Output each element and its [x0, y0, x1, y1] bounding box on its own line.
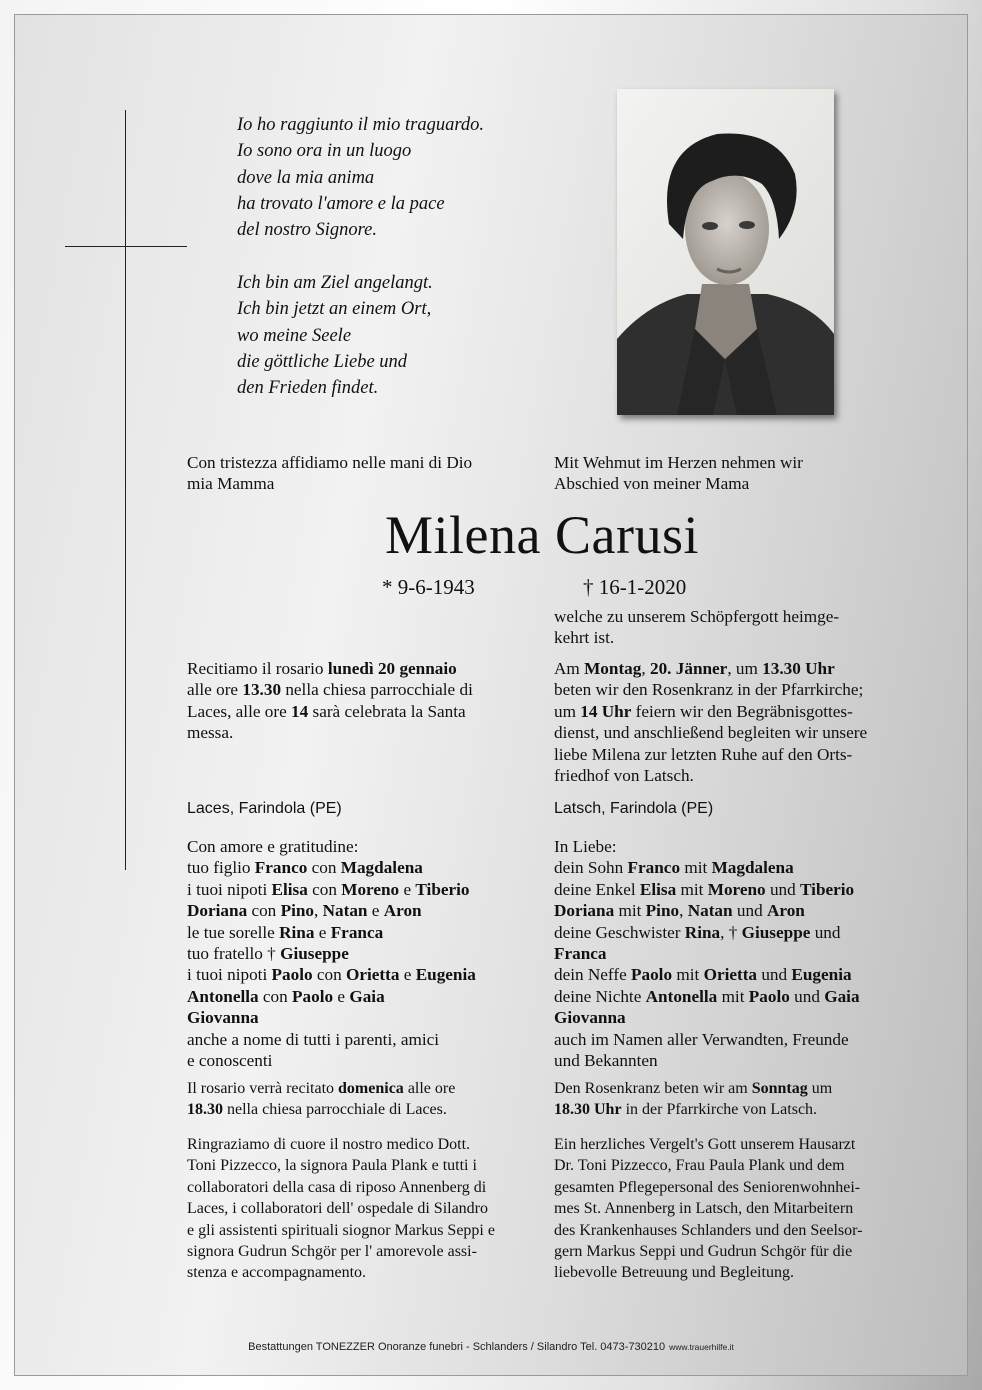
deceased-name: Milena Carusi	[385, 505, 699, 565]
thanks-german: Ein herzliches Vergelt's Gott unserem Hausarzt Dr. Toni Pizzecco, Frau Paula Plank und dem gesamten Pflegepersonal des Seniorenwohnhei- mes St. Annenberg in Latsch, den Mitarbeitern des Krankenhauses Schlanders und den Seelsor- gern Markus Seppi und Gudrun Schgör für die liebevolle Betreuung und Begleitung.	[554, 1136, 863, 1282]
death-date: † 16-1-2020	[583, 575, 687, 599]
portrait-photo	[617, 89, 834, 415]
place-italian: Laces, Farindola (PE)	[187, 800, 342, 817]
footer-url[interactable]: www.trauerhilfe.it	[669, 1342, 734, 1352]
place-german: Latsch, Farindola (PE)	[554, 800, 714, 817]
cross-icon-vertical	[125, 110, 126, 870]
cross-icon-horizontal	[65, 246, 187, 247]
thanks-italian: Ringraziamo di cuore il nostro medico Dott. Toni Pizzecco, la signora Paula Plank e tutti i collaboratori della casa di riposo Annenberg di Laces, i collaboratori dell' ospedale di Silandro e gli assistenti spirituali siognor Markus Seppi e signora Gudrun Schgör per l' amorevole assi- stenza e accompagnamento.	[187, 1136, 495, 1282]
rosary2-german: Den Rosenkranz beten wir am Sonntag um 18.30 Uhr in der Pfarrkirche von Latsch.	[554, 1080, 833, 1119]
rosary2-italian: Il rosario verrà recitato domenica alle ore 18.30 nella chiesa parrocchiale di Laces.	[187, 1080, 456, 1119]
after-text-german: welche zu unserem Schöpfergott heimge- kehrt ist.	[554, 607, 840, 648]
intro-italian: Con tristezza affidiamo nelle mani di Dio mia Mamma	[187, 453, 473, 494]
rosary-italian: Recitiamo il rosario lunedì 20 gennaio alle ore 13.30 nella chiesa parrocchiale di Laces, alle ore 14 sarà celebrata la Santa messa.	[187, 659, 473, 743]
poem-german: Ich bin am Ziel angelangt. Ich bin jetzt an einem Ort, wo meine Seele die göttliche Liebe und den Frieden findet.	[237, 273, 433, 399]
family-german: In Liebe: dein Sohn Franco mit Magdalena deine Enkel Elisa mit Moreno und Tiberio Doriana mit Pino, Natan und Aron deine Geschwister Rina, † Giuseppe und Franca dein Neffe Paolo mit Orietta und Eugenia deine Nichte Antonella mit Paolo und Gaia Giovanna auch im Namen aller Verwandten, Freunde und Bekannten	[554, 837, 860, 1071]
footer-text: Bestattungen TONEZZER Onoranze funebri - Schlanders / Silandro Tel. 0473-730210	[248, 1341, 666, 1353]
poem-italian: Io ho raggiunto il mio traguardo. Io sono ora in un luogo dove la mia anima ha trovato l'amore e la pace del nostro Signore.	[237, 115, 485, 241]
portrait-image	[617, 89, 834, 415]
family-italian: Con amore e gratitudine: tuo figlio Franco con Magdalena i tuoi nipoti Elisa con Moreno e Tiberio Doriana con Pino, Natan e Aron le tue sorelle Rina e Franca tuo fratello † Giuseppe i tuoi nipoti Paolo con Orietta e Eugenia Antonella con Paolo e Gaia Giovanna anche a nome di tutti i parenti, amici e conoscenti	[187, 837, 476, 1071]
footer-contact	[0, 1341, 982, 1353]
rosary-german: Am Montag, 20. Jänner, um 13.30 Uhr beten wir den Rosenkranz in der Pfarrkirche; um 14 Uhr feiern wir den Begräbnisgottes- dienst, und anschließend begleiten wir unsere liebe Milena zur letzten Ruhe auf den Orts- friedhof von Latsch.	[554, 659, 868, 786]
intro-german: Mit Wehmut im Herzen nehmen wir Abschied von meiner Mama	[554, 453, 803, 494]
birth-date: * 9-6-1943	[382, 575, 475, 599]
